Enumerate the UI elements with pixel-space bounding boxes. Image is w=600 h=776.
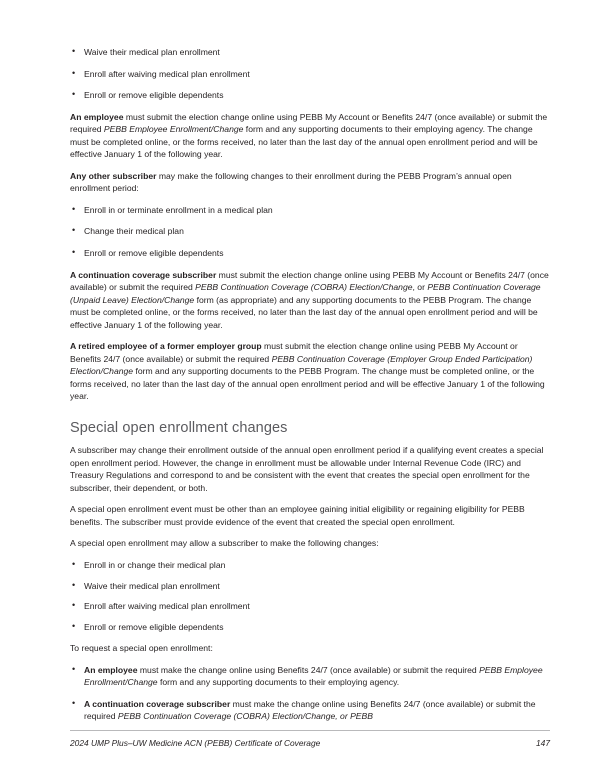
list-item bbox=[70, 621, 550, 634]
footer-title: 2024 UMP Plus–UW Medicine ACN (PEBB) Certificate of Coverage bbox=[70, 738, 321, 748]
bullet-text: Waive their medical plan enrollment bbox=[84, 47, 220, 57]
employee-form-name: PEBB Employee Enrollment/Change bbox=[103, 124, 244, 135]
request-continuation-form-name: PEBB Continuation Coverage (COBRA) Election/Change, or PEBB bbox=[117, 711, 373, 722]
request-continuation-lead: A continuation coverage subscriber bbox=[84, 698, 231, 709]
request-employee-text-1: must make the change online using Benefits 24/7 (once available) or submit the required bbox=[137, 664, 480, 675]
section-paragraph-2: A special open enrollment event must be other than an employee gaining initial eligibility or regaining eligibility for PEBB benefits. The subscriber must provide evidence of the event that created the special open enrollment. bbox=[70, 504, 525, 527]
bullet-text: Enroll after waiving medical plan enrollment bbox=[84, 68, 250, 79]
retired-text-2: form and any supporting documents to the PEBB Program. The change must be completed online, or the forms received, no later than the last day of the annual open enrollment period and will be effective January 1 of the following year. bbox=[70, 366, 545, 402]
page-footer bbox=[70, 730, 550, 748]
list-item bbox=[70, 68, 550, 81]
employee-text-2: form and any supporting documents to their employing agency. The change must be completed online, or the forms received, no later than the last day of the annual open enrollment period and will be effective January 1 of the following year. bbox=[70, 124, 538, 160]
section-paragraph-4: To request a special open enrollment: bbox=[70, 643, 213, 654]
continuation-lead: A continuation coverage subscriber bbox=[70, 269, 217, 280]
request-continuation-text-1: must make the change online using Benefits 24/7 (once available) or submit the required bbox=[84, 698, 536, 722]
section-paragraph-3: A special open enrollment may allow a subscriber to make the following changes: bbox=[70, 538, 379, 549]
other-subscriber-bullet-list bbox=[70, 204, 550, 260]
section-paragraph-1: A subscriber may change their enrollment outside of the annual open enrollment period if a qualifying event creates a special open enrollment period. However, the change in enrollment must be allowable under Internal Revenue Code (IRC) and Treasury Regulations and correspond to and be consistent with the event that creates the special open enrollment for the subscriber, their dependent, or both. bbox=[70, 445, 544, 493]
paragraph-continuation-coverage bbox=[70, 269, 550, 332]
retired-form-name: PEBB Continuation Coverage (Employer Group Ended Participation) Election/Change bbox=[70, 353, 533, 377]
list-item bbox=[70, 600, 550, 613]
bullet-text: Enroll or remove eligible dependents bbox=[84, 90, 224, 101]
retired-text-1: must submit the election change online using PEBB My Account or Benefits 24/7 (once available) or submit the required bbox=[70, 341, 518, 364]
special-enrollment-bullet-list bbox=[70, 559, 550, 633]
bullet-text: Enroll after waiving medical plan enrollment bbox=[84, 601, 250, 612]
bullet-text: Enroll in or terminate enrollment in a medical plan bbox=[84, 204, 273, 215]
bullet-text: Enroll or remove eligible dependents bbox=[84, 248, 224, 259]
list-item bbox=[70, 559, 550, 572]
continuation-form-name-2: PEBB Continuation Coverage (Unpaid Leave) Election/Change bbox=[70, 282, 541, 305]
continuation-text-2: , or bbox=[412, 282, 428, 293]
top-bullet-list bbox=[70, 46, 550, 102]
paragraph-employee bbox=[70, 111, 550, 161]
continuation-form-name-1: PEBB Continuation Coverage (COBRA) Election/Change bbox=[195, 282, 413, 293]
bullet-text: Enroll or remove eligible dependents bbox=[84, 621, 224, 632]
paragraph-other-subscriber bbox=[70, 170, 550, 195]
footer-page-number: 147 bbox=[536, 738, 550, 748]
continuation-text-3: form (as appropriate) and any supporting documents to the PEBB Program. The change must be completed online, or the forms received, no later than the last day of the annual open enrollment period and will be effective January 1 of the following year. bbox=[70, 294, 538, 330]
other-subscriber-lead: Any other subscriber bbox=[70, 170, 157, 181]
continuation-text-1: must submit the election change online using PEBB My Account or Benefits 24/7 (once available) or submit the required bbox=[70, 269, 549, 293]
request-employee-form-name: PEBB Employee Enrollment/Change bbox=[84, 664, 543, 688]
list-item bbox=[70, 225, 550, 238]
bullet-text: Waive their medical plan enrollment bbox=[84, 580, 220, 591]
list-item bbox=[70, 247, 550, 260]
page-content bbox=[70, 46, 550, 723]
bullet-text: Enroll in or change their medical plan bbox=[84, 559, 226, 570]
employee-lead: An employee bbox=[70, 111, 124, 122]
list-item bbox=[70, 698, 550, 723]
request-employee-text-2: form and any supporting documents to their employing agency. bbox=[157, 677, 400, 688]
request-bullet-list bbox=[70, 664, 550, 723]
bullet-text: Change their medical plan bbox=[84, 226, 184, 237]
section-heading: Special open enrollment changes bbox=[70, 420, 288, 437]
paragraph-retired-employee bbox=[70, 340, 550, 403]
list-item bbox=[70, 46, 550, 59]
request-employee-lead: An employee bbox=[84, 664, 138, 675]
retired-lead: A retired employee of a former employer group bbox=[70, 341, 262, 352]
employee-text-1: must submit the election change online using PEBB My Account or Benefits 24/7 (once available) or submit the required bbox=[70, 111, 548, 135]
list-item bbox=[70, 89, 550, 102]
list-item bbox=[70, 580, 550, 593]
list-item bbox=[70, 664, 550, 689]
list-item bbox=[70, 204, 550, 217]
other-subscriber-text: may make the following changes to their enrollment during the PEBB Program’s annual open enrollment period: bbox=[70, 170, 512, 194]
